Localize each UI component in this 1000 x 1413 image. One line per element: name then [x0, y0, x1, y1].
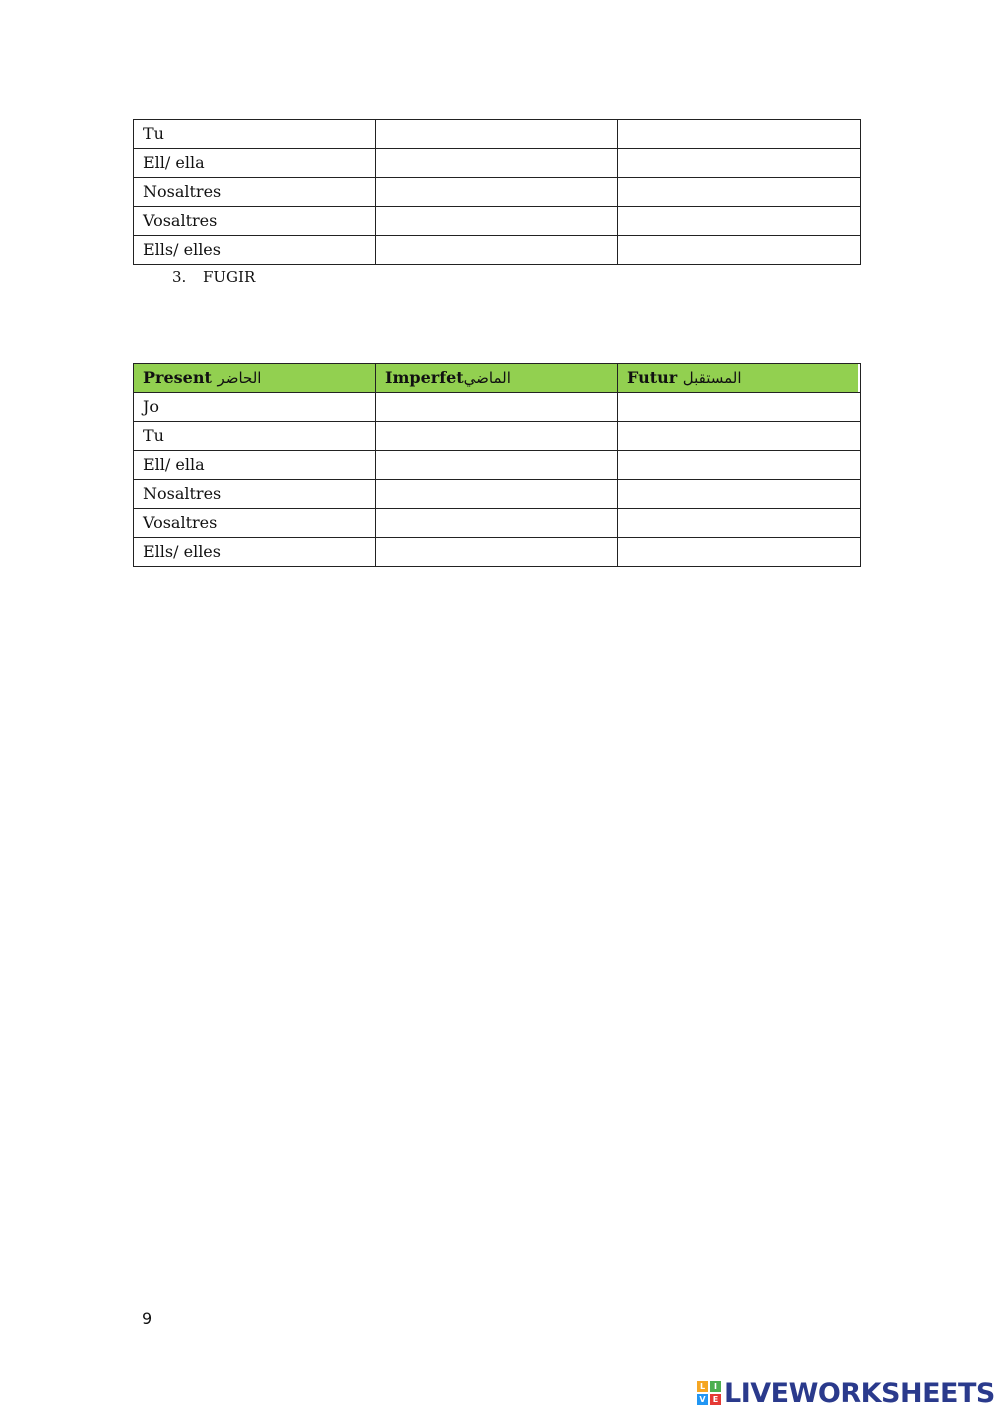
present-answer-cell[interactable] [376, 480, 618, 509]
table-row [134, 393, 861, 422]
present-answer-cell[interactable] [376, 538, 618, 567]
table-row [134, 538, 861, 567]
header-future-label: Futur [627, 368, 678, 387]
pronoun-cell: Nosaltres [134, 480, 376, 509]
table-row [134, 149, 861, 178]
header-present-arabic: الحاضر [217, 369, 262, 387]
present-answer-cell[interactable] [376, 236, 618, 265]
header-present [134, 364, 376, 393]
table-row [134, 451, 861, 480]
logo-blocks-icon [697, 1381, 721, 1405]
present-answer-cell[interactable] [376, 451, 618, 480]
table-row [134, 480, 861, 509]
header-imperfect [376, 364, 618, 393]
future-answer-cell[interactable] [618, 178, 861, 207]
pronoun-cell: Jo [134, 393, 376, 422]
logo-block: E [710, 1394, 721, 1405]
future-answer-cell[interactable] [618, 393, 861, 422]
pronoun-cell: Ells/ elles [134, 236, 376, 265]
section-heading [172, 268, 255, 286]
future-answer-cell[interactable] [618, 451, 861, 480]
pronoun-cell: Vosaltres [134, 207, 376, 236]
pronoun-cell: Ells/ elles [134, 538, 376, 567]
header-future-arabic: المستقبل [682, 369, 742, 387]
table-header-row [134, 364, 861, 393]
pronoun-cell: Vosaltres [134, 509, 376, 538]
pronoun-cell: Nosaltres [134, 178, 376, 207]
page-number: 9 [142, 1309, 153, 1328]
future-answer-cell[interactable] [618, 236, 861, 265]
future-answer-cell[interactable] [618, 422, 861, 451]
section-number: 3. [172, 268, 187, 286]
liveworksheets-logo [697, 1377, 995, 1409]
conjugation-table-fugir [133, 363, 861, 567]
future-answer-cell[interactable] [618, 509, 861, 538]
logo-block: I [710, 1381, 721, 1392]
logo-block: L [697, 1381, 708, 1392]
present-answer-cell[interactable] [376, 422, 618, 451]
header-future [618, 364, 861, 393]
logo-block: V [697, 1394, 708, 1405]
header-imperfect-label: Imperfet [385, 368, 464, 387]
table-row [134, 207, 861, 236]
logo-text: LIVEWORKSHEETS [724, 1377, 995, 1409]
conjugation-table-previous [133, 119, 861, 265]
pronoun-cell: Tu [134, 120, 376, 149]
table-row [134, 422, 861, 451]
pronoun-cell: Ell/ ella [134, 451, 376, 480]
section-verb: FUGIR [203, 268, 256, 286]
pronoun-cell: Ell/ ella [134, 149, 376, 178]
present-answer-cell[interactable] [376, 149, 618, 178]
future-answer-cell[interactable] [618, 538, 861, 567]
present-answer-cell[interactable] [376, 393, 618, 422]
table-row [134, 178, 861, 207]
present-answer-cell[interactable] [376, 509, 618, 538]
table-row [134, 236, 861, 265]
table-row [134, 509, 861, 538]
future-answer-cell[interactable] [618, 120, 861, 149]
future-answer-cell[interactable] [618, 480, 861, 509]
future-answer-cell[interactable] [618, 149, 861, 178]
header-present-label: Present [143, 368, 212, 387]
future-answer-cell[interactable] [618, 207, 861, 236]
present-answer-cell[interactable] [376, 178, 618, 207]
present-answer-cell[interactable] [376, 120, 618, 149]
header-imperfect-arabic: الماضي [463, 369, 511, 387]
present-answer-cell[interactable] [376, 207, 618, 236]
pronoun-cell: Tu [134, 422, 376, 451]
table-row [134, 120, 861, 149]
